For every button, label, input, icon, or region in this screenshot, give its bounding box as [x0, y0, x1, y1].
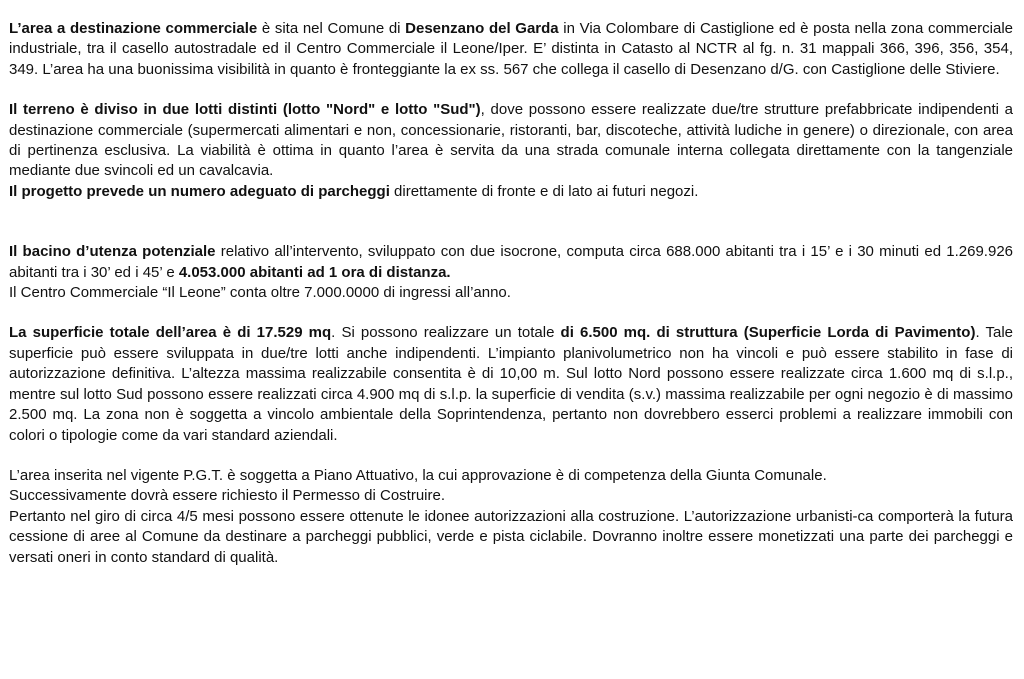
spacer: [9, 80, 1013, 100]
paragraph-catchment: [9, 242, 1013, 303]
spacer: [9, 202, 1013, 242]
location-text: è sita nel Comune di: [257, 20, 406, 37]
catchment-heading-bold: Il bacino d’utenza potenziale: [9, 243, 216, 261]
lots-text: , dove possono essere realizzate due/tre strutture prefabbricate indipendenti a destinazione commerciale (supermercati alimentari e non, concessionarie, ristoranti, bar, discoteche, attività ludiche in genere) o direzionale, con area di pertinenza esclusiva. La viabilità è ottima in quanto l’area è servita da una strada comunale interna collegata direttamente con la tangenziale mediante due svincoli ed un cavalcavia.: [9, 101, 1013, 180]
slp-bold: di 6.500 mq. di struttura (Superficie Lorda di Pavimento): [560, 324, 976, 342]
location-detail-text: in Via Colombare di Castiglione ed è posta nella zona commerciale industriale, tra il casello autostradale ed il Centro Commerciale il Leone/Iper. E’ distinta in Catasto al NCTR al fg. n. 31 mappali 366, 396, 356, 354, 349. L’area ha una buonissima visibilità in quanto è fronteggiante la ex ss. 567 che collega il casello di Desenzano d/G. con Castiglione delle Stiviere.: [9, 20, 1013, 78]
catchment-text: relativo all’intervento, sviluppato con due isocrone, computa circa 688.000 abitanti tra i 15’ e i 30 minuti ed 1.269.926 abitanti tra i 30’ ed i 45’ e: [9, 243, 1013, 281]
parking-bold: Il progetto prevede un numero adeguato di parcheggi: [9, 182, 390, 200]
mall-visitors-text: Il Centro Commerciale “Il Leone” conta oltre 7.000.0000 di ingressi all’anno.: [9, 284, 511, 302]
pgt-line-1: L’area inserita nel vigente P.G.T. è soggetta a Piano Attuativo, la cui approvazione è di competenza della Giunta Comunale.: [9, 466, 827, 484]
surface-heading-bold: La superficie totale dell’area è di 17.529 mq: [9, 324, 332, 342]
spacer: [9, 303, 1013, 323]
paragraph-lots: [9, 100, 1013, 202]
spacer: [9, 446, 1013, 466]
pgt-line-2: Successivamente dovrà essere richiesto il Permesso di Costruire.: [9, 487, 446, 505]
permits-text: Pertanto nel giro di circa 4/5 mesi possono essere ottenute le idonee autorizzazioni alla costruzione. L’autorizzazione urbanisti-ca comporterà la futura cessione di aree al Comune da destinare a parcheggi pubblici, verde e pista ciclabile. Dovranno inoltre essere monetizzati una parte dei parcheggi e versati oneri in conto standard di qualità.: [9, 507, 1013, 566]
parking-text: direttamente di fronte e di lato ai futuri negozi.: [389, 182, 699, 200]
lots-heading-bold: Il terreno è diviso in due lotti distinti (lotto "Nord" e lotto "Sud"): [9, 101, 481, 119]
surface-detail-text: . Tale superficie può essere sviluppata in due/tre lotti anche indipendenti. L’impianto planivolumetrico non ha vincoli e può essere stabilito in fase di autorizzazione definitiva. L’altezza massima realizzabile consentita è di 10,00 m. Sul lotto Nord possono essere realizzate circa 1.600 mq di s.l.p., mentre sul lotto Sud possono essere realizzati circa 4.900 mq di s.l.p. la superficie di vendita (s.v.) massima realizzabile per ogni negozio è di massimo 2.500 mq. La zona non è soggetta a vincolo ambientale della Soprintendenza, pertanto non dovrebbero esserci problemi a realizzare immobili con colori o tipologie come da vari standard aziendali.: [9, 324, 1013, 444]
paragraph-surface: [9, 323, 1013, 445]
paragraph-permits: [9, 507, 1013, 568]
municipality-bold: Desenzano del Garda: [405, 20, 559, 37]
paragraph-pgt: [9, 466, 1013, 507]
area-heading-bold: L’area a destinazione commerciale: [9, 20, 258, 37]
paragraph-location: [9, 19, 1013, 80]
document-page: [9, 19, 1013, 568]
catchment-total-bold: 4.053.000 abitanti ad 1 ora di distanza.: [178, 263, 451, 281]
surface-text: . Si possono realizzare un totale: [331, 324, 561, 342]
